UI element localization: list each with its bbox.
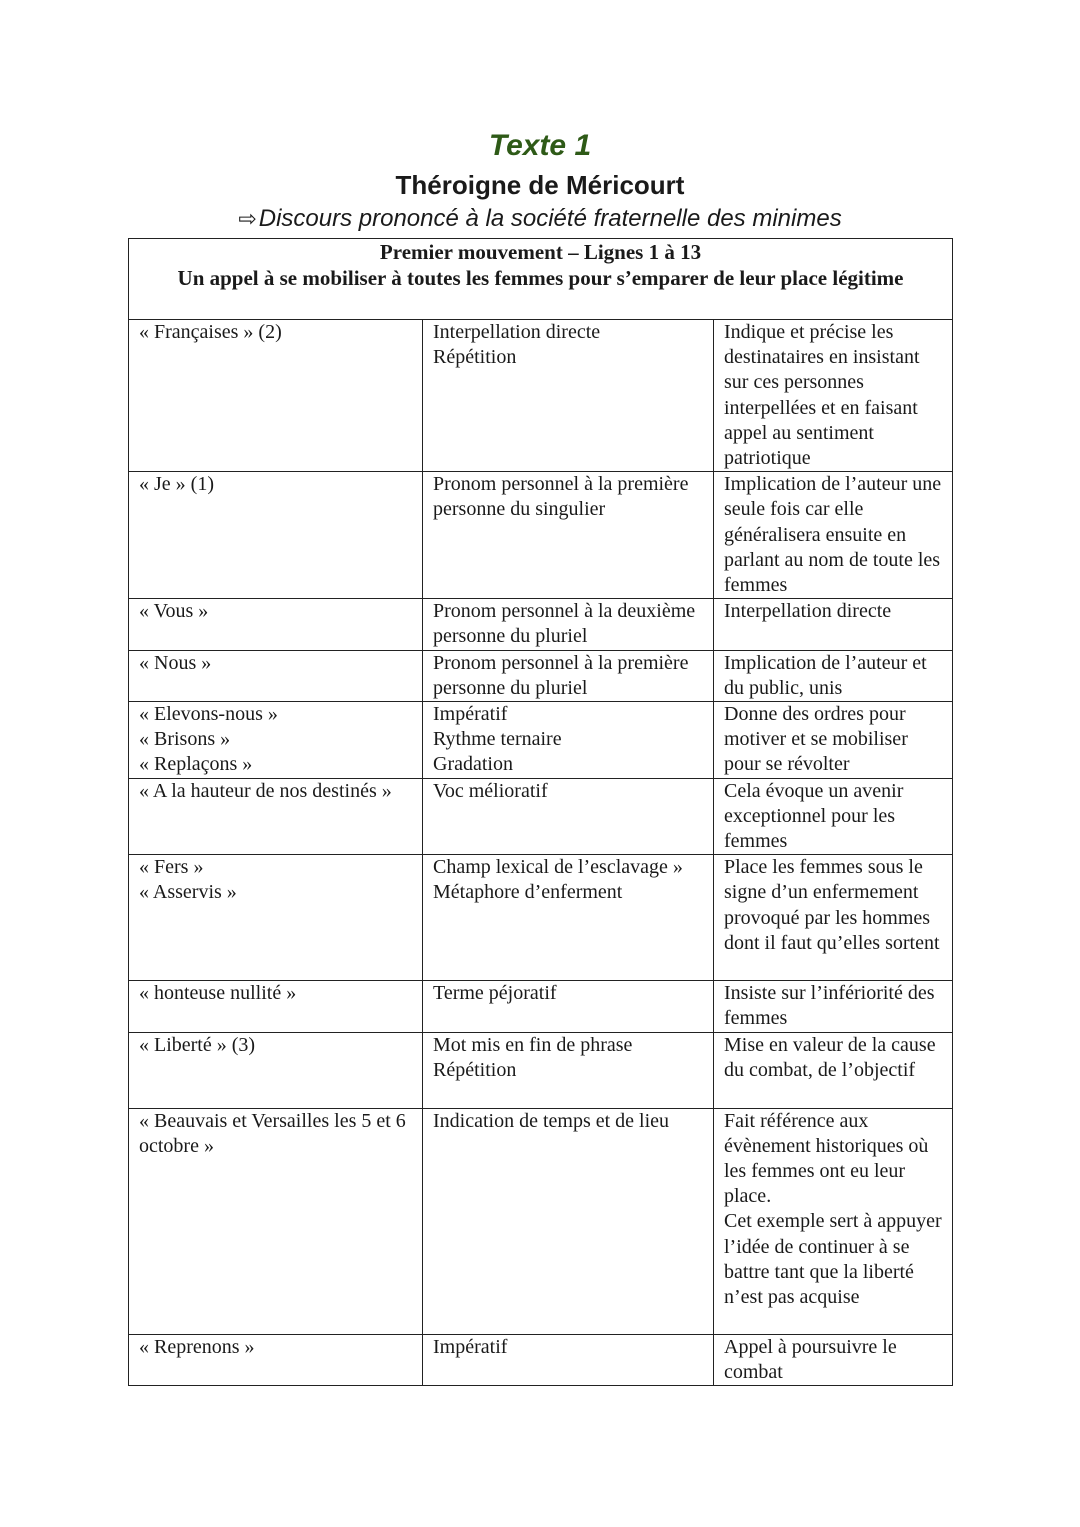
document-caption	[0, 203, 1080, 235]
table-row	[129, 1032, 953, 1108]
procede-cell: Pronom personnel à la première personne du singulier	[423, 472, 714, 599]
document-title: Texte 1	[488, 129, 592, 162]
table-row	[129, 472, 953, 599]
table-row	[129, 855, 953, 981]
procede-cell: Interpellation directe Répétition	[423, 320, 714, 472]
heading-line-1: Premier mouvement – Lignes 1 à 13	[379, 240, 702, 264]
citation-cell: « Fers » « Asservis »	[129, 855, 423, 981]
effet-cell: Mise en valeur de la cause du combat, de l’objectif	[714, 1032, 953, 1108]
effet-cell: Insiste sur l’infériorité des femmes	[714, 981, 953, 1032]
effet-cell: Fait référence aux évènement historiques où les femmes ont eu leur place. Cet exemple sert à appuyer l’idée de continuer à se battre tant que la liberté n’est pas acquise	[714, 1108, 953, 1334]
caption-text: Discours prononcé à la société fraternelle des minimes	[258, 205, 842, 232]
procede-cell: Pronom personnel à la première personne du pluriel	[423, 650, 714, 701]
table-heading	[129, 239, 953, 320]
procede-cell: Voc mélioratif	[423, 778, 714, 855]
citation-cell: « Liberté » (3)	[129, 1032, 423, 1108]
procede-cell: Champ lexical de l’esclavage » Métaphore d’enferment	[423, 855, 714, 981]
table-row	[129, 778, 953, 855]
table-heading-row	[129, 239, 953, 320]
table-row	[129, 702, 953, 779]
citation-cell: « honteuse nullité »	[129, 981, 423, 1032]
citation-cell: « Beauvais et Versailles les 5 et 6 octobre »	[129, 1108, 423, 1334]
citation-cell: « Vous »	[129, 599, 423, 650]
citation-cell: « Elevons-nous » « Brisons » « Replaçons »	[129, 702, 423, 779]
table-row	[129, 1108, 953, 1334]
document-subtitle: Théroigne de Méricourt	[395, 170, 685, 200]
procede-cell: Terme péjoratif	[423, 981, 714, 1032]
citation-cell: « A la hauteur de nos destinés »	[129, 778, 423, 855]
analysis-table	[128, 238, 953, 1386]
procede-cell: Impératif Rythme ternaire Gradation	[423, 702, 714, 779]
effet-cell: Indique et précise les destinataires en insistant sur ces personnes interpellées et en faisant appel au sentiment patriotique	[714, 320, 953, 472]
effet-cell: Implication de l’auteur et du public, unis	[714, 650, 953, 701]
effet-cell: Cela évoque un avenir exceptionnel pour les femmes	[714, 778, 953, 855]
procede-cell: Indication de temps et de lieu	[423, 1108, 714, 1334]
table-row	[129, 1334, 953, 1385]
procede-cell: Mot mis en fin de phrase Répétition	[423, 1032, 714, 1108]
effet-cell: Interpellation directe	[714, 599, 953, 650]
citation-cell: « Je » (1)	[129, 472, 423, 599]
effet-cell: Implication de l’auteur une seule fois car elle généralisera ensuite en parlant au nom de toute les femmes	[714, 472, 953, 599]
citation-cell: « Reprenons »	[129, 1334, 423, 1385]
effet-cell: Donne des ordres pour motiver et se mobiliser pour se révolter	[714, 702, 953, 779]
procede-cell: Pronom personnel à la deuxième personne du pluriel	[423, 599, 714, 650]
effet-cell: Place les femmes sous le signe d’un enfermement provoqué par les hommes dont il faut qu’elles sortent	[714, 855, 953, 981]
table-row	[129, 320, 953, 472]
table-row	[129, 981, 953, 1032]
procede-cell: Impératif	[423, 1334, 714, 1385]
heading-line-2: Un appel à se mobiliser à toutes les femmes pour s’emparer de leur place légitime	[177, 266, 904, 290]
citation-cell: « Françaises » (2)	[129, 320, 423, 472]
table-row	[129, 599, 953, 650]
arrow-icon: ⇨	[238, 206, 257, 231]
effet-cell: Appel à poursuivre le combat	[714, 1334, 953, 1385]
table-row	[129, 650, 953, 701]
citation-cell: « Nous »	[129, 650, 423, 701]
